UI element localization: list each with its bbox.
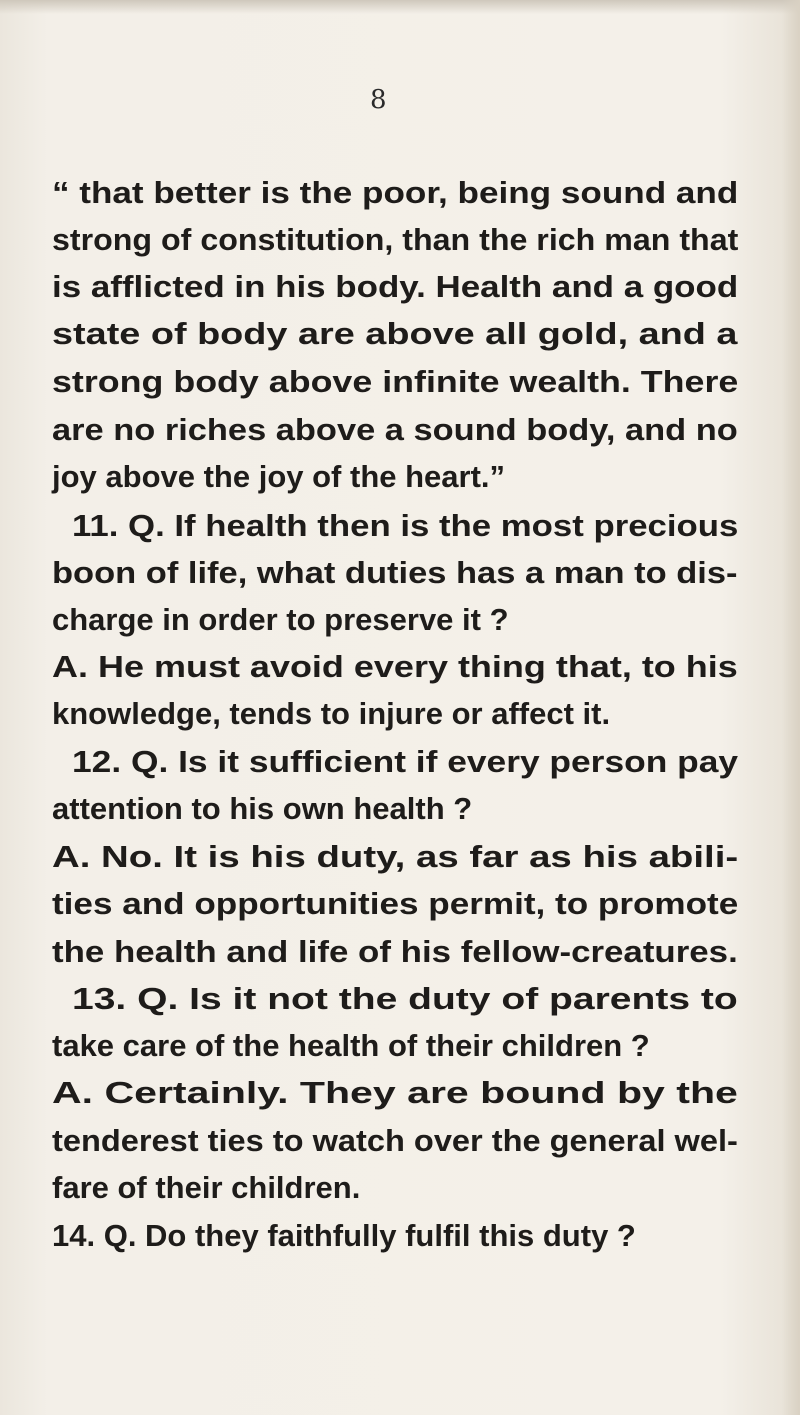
page-right-edge: [782, 0, 800, 1415]
text-line: tenderest ties to watch over the general wel-: [52, 1123, 738, 1158]
text-line: joy above the joy of the heart.”: [52, 459, 506, 494]
answer-line: A. No. It is his duty, as far as his abili-: [52, 839, 739, 874]
text-line: charge in order to preserve it ?: [52, 602, 509, 637]
text-line: ties and opportunities permit, to promote: [52, 886, 739, 921]
text-line: attention to his own health ?: [52, 791, 473, 826]
answer-line: A. Certainly. They are bound by the: [52, 1075, 738, 1110]
text-line: the health and life of his fellow-creatures.: [52, 934, 738, 969]
text-line: strong of constitution, than the rich man that: [52, 222, 739, 257]
text-line: state of body are above all gold, and a: [52, 316, 738, 351]
question-line: 11. Q. If health then is the most precious: [72, 508, 739, 543]
text-line: knowledge, tends to injure or affect it.: [52, 696, 611, 731]
page-number: 8: [370, 85, 387, 115]
question-line: 12. Q. Is it sufficient if every person pay: [72, 744, 739, 779]
text-line: boon of life, what duties has a man to dis-: [52, 555, 738, 590]
question-line: 14. Q. Do they faithfully fulfil this duty ?: [52, 1218, 636, 1253]
text-line: strong body above infinite wealth. There: [52, 364, 739, 399]
text-line: are no riches above a sound body, and no: [52, 412, 738, 447]
question-line: 13. Q. Is it not the duty of parents to: [72, 981, 738, 1016]
text-line: is afflicted in his body. Health and a good: [52, 269, 739, 304]
text-line: take care of the health of their children ?: [52, 1028, 650, 1063]
text-line: fare of their children.: [52, 1170, 361, 1205]
page-top-shadow: [0, 0, 800, 14]
text-line: “ that better is the poor, being sound and: [52, 175, 739, 210]
answer-line: A. He must avoid every thing that, to his: [52, 649, 738, 684]
